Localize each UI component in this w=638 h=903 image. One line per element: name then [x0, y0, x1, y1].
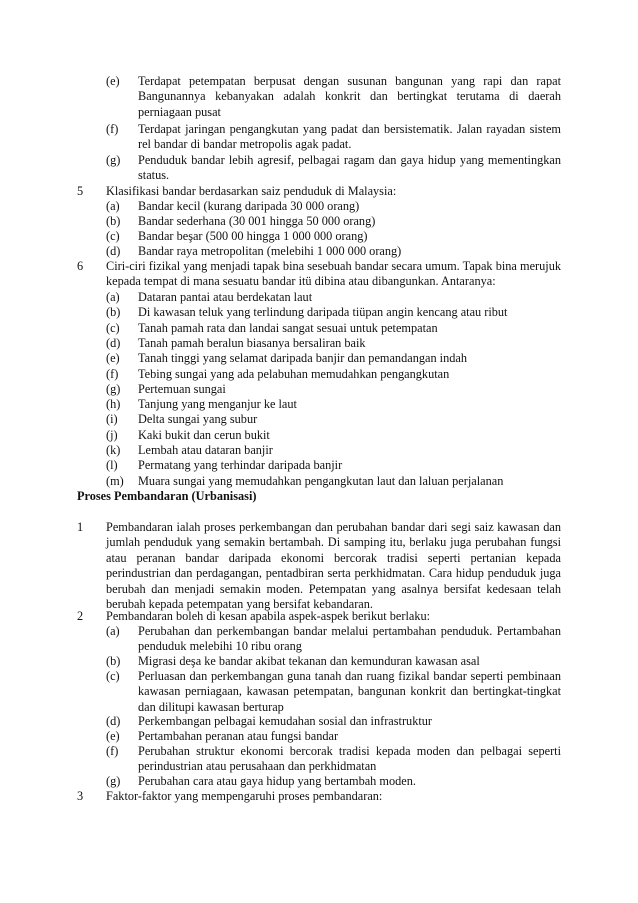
item-label: (c): [106, 320, 120, 335]
item-text: Tanah pamah rata dan landai sangat sesuai untuk petempatan: [138, 320, 438, 335]
item-label: (a): [106, 290, 120, 304]
item-label: (a): [106, 624, 120, 638]
item-text: Bandar raya metropolitan (melebihi 1 000 000 orang): [138, 244, 402, 258]
item-label: (c): [106, 229, 120, 243]
item-text: Tebing sungai yang ada pelabuhan memudahkan pengangkutan: [138, 366, 450, 381]
section-heading: Proses Pembandaran (Urbanisasi): [77, 489, 257, 503]
item-text: Kaki bukit dan cerun bukit: [138, 427, 270, 442]
item-text: Lembah atau dataran banjir: [138, 443, 273, 457]
item-label: (e): [106, 74, 120, 88]
point-text: Ciri-ciri fizikal yang menjadi tapak bina sesebuah bandar secara umum. Tapak bina merujuk kepada tempat di mana sesuatu bandar itü dibina atau dibangunkan. Antaranya:: [106, 259, 561, 289]
item-text: Perubahan cara atau gaya hidup yang bertambah moden.: [138, 774, 416, 788]
item-label: (f): [106, 122, 119, 136]
point-text: Klasifikasi bandar berdasarkan saiz penduduk di Malaysia:: [106, 184, 397, 198]
item-label: (b): [106, 654, 121, 668]
item-text: Delta sungai yang subur: [138, 412, 258, 427]
item-label: (l): [106, 458, 118, 473]
item-label: (g): [106, 774, 121, 788]
point-number: 1: [77, 520, 84, 534]
item-label: (k): [106, 443, 121, 457]
item-text: Di kawasan teluk yang terlindung daripada tiüpan angin kencang atau ribut: [138, 305, 508, 320]
point-text: Faktor-faktor yang mempengaruhi proses pembandaran:: [106, 789, 383, 803]
item-text: Terdapat petempatan berpusat dengan susunan bangunan yang rapi dan rapat Bangunannya kebanyakan adalah konkrit dan bertingkat terutama di daerah perniagaan pusat: [138, 74, 561, 119]
item-text: Bandar kecil (kurang daripada 30 000 orang): [138, 199, 360, 213]
item-label: (f): [106, 744, 119, 758]
item-text: Permatang yang terhindar daripada banjir: [138, 458, 343, 473]
point-number: 3: [77, 789, 84, 803]
point-number: 5: [77, 184, 84, 198]
item-text: Penduduk bandar lebih agresif, pelbagai ragam dan gaya hidup yang mementingkan status.: [138, 153, 561, 183]
item-text: Migrasi deşa ke bandar akibat tekanan dan kemunduran kawasan asal: [138, 654, 480, 668]
item-label: (e): [106, 729, 120, 743]
item-text: Perubahan struktur ekonomi bercorak tradisi kepada moden dan pelbagai seperti perindustrian atau perusahaan dan perkhidmatan: [138, 744, 561, 774]
item-text: Tanah pamah beralun biasanya bersaliran baik: [138, 335, 366, 350]
item-label: (d): [106, 335, 121, 350]
item-label: (b): [106, 305, 121, 320]
item-text: Pertemuan sungai: [138, 381, 226, 396]
item-label: (j): [106, 427, 118, 442]
item-text: Tanah tinggi yang selamat daripada banjir dan pemandangan indah: [138, 351, 467, 366]
item-label: (b): [106, 214, 121, 228]
point-text: Pembandaran boleh di kesan apabila aspek-aspek berikut berlaku:: [106, 609, 431, 623]
item-text: Muara sungai yang memudahkan pengangkutan laut dan laluan perjalanan: [138, 473, 504, 488]
item-label: (g): [106, 381, 121, 396]
item-text: Tanjung yang menganjur ke laut: [138, 397, 297, 412]
item-label: (i): [106, 412, 118, 427]
item-text: Pertambahan peranan atau fungsi bandar: [138, 729, 339, 743]
item-label: (h): [106, 397, 121, 412]
item-text: Dataran pantai atau berdekatan laut: [138, 290, 313, 304]
point-text: Pembandaran ialah proses perkembangan dan perubahan bandar dari segi saiz kawasan dan jumlah penduduk yang semakin bertambah. Di samping itu, berlaku juga perubahan fungsi atau peranan bandar daripada ekonomi bercorak tradisi seperti pertanian kepada perindustrian dan perdagangan, pentadbiran serta perkhidmatan. Cara hidup penduduk juga berubah dan menjadi semakin moden. Petempatan yang asalnya bersifat kedesaan telah berubah kepada petempatan yang bersifat kebandaran.: [106, 520, 561, 612]
item-label: (f): [106, 366, 119, 381]
item-label: (c): [106, 669, 120, 683]
item-label: (e): [106, 351, 120, 366]
item-text: Terdapat jaringan pengangkutan yang padat dan bersistematik. Jalan rayadan sistem rel bandar di bandar metropolis agak padat.: [138, 122, 561, 152]
item-text: Bandar sederhana (30 001 hingga 50 000 orang): [138, 214, 376, 228]
item-label: (a): [106, 199, 120, 213]
item-label: (g): [106, 153, 121, 167]
item-text: Perubahan dan perkembangan bandar melalui pertambahan penduduk. Pertambahan penduduk melebihi 10 ribu orang: [138, 624, 561, 654]
point-number: 6: [77, 259, 84, 273]
item-label: (m): [106, 473, 124, 488]
item-text: Perluasan dan perkembangan guna tanah dan ruang fizikal bandar seperti pembinaan kawasan perniagaan, kawasan petempatan, bangunan konkrit dan bertingkat-tingkat dan dilitupi kawasan berturap: [138, 669, 561, 714]
item-text: Perkembangan pelbagai kemudahan sosial dan infrastruktur: [138, 714, 433, 728]
item-label: (d): [106, 714, 121, 728]
item-label: (d): [106, 244, 121, 258]
point-number: 2: [77, 609, 84, 623]
item-text: Bandar beşar (500 00 hingga 1 000 000 orang): [138, 229, 368, 243]
